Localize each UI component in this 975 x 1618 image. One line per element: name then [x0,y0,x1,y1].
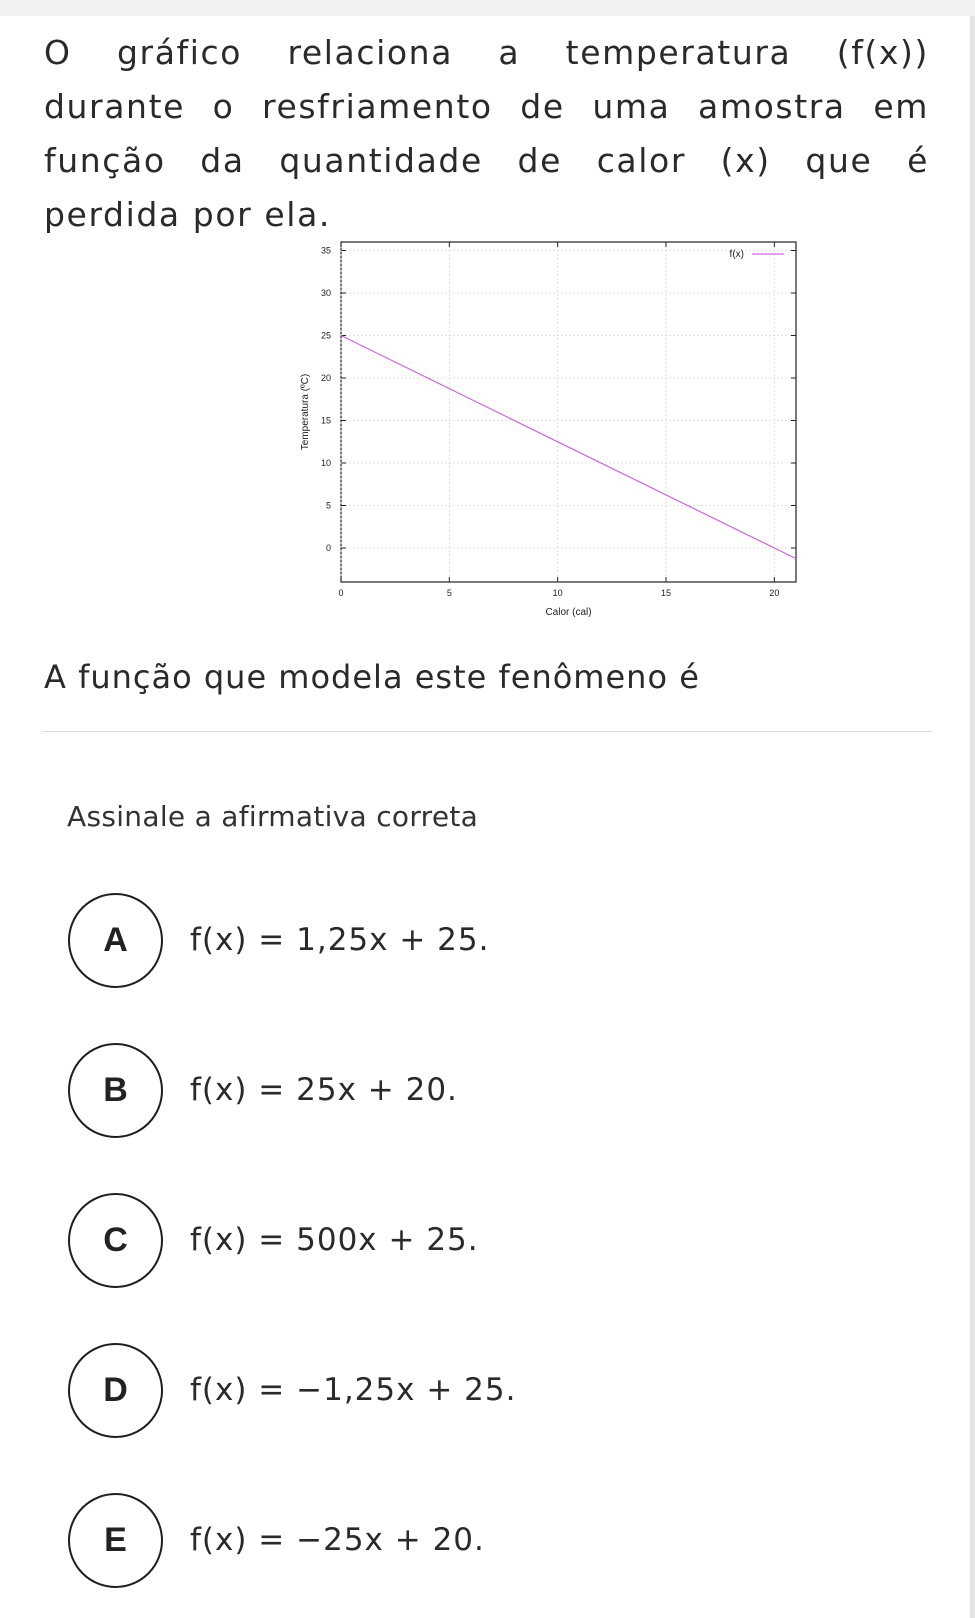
option-b[interactable] [68,1040,928,1140]
x-tick-label: 0 [338,588,344,598]
y-axis-label: Temperatura (ºC) [300,373,311,451]
y-tick-label: 5 [325,500,331,511]
statement-line-2: durante o resfriamento de uma amostra em [44,87,929,126]
statement-line-3: função da quantidade de calor (x) que é [44,141,929,180]
option-c[interactable] [68,1190,928,1290]
y-tick-label: 15 [320,415,331,426]
option-letter-e: E [68,1493,163,1588]
option-letter-c: C [68,1193,163,1288]
option-text-a: f(x) = 1,25x + 25. [190,922,490,958]
question-lead: A função que modela este fenômeno é [44,658,700,696]
option-text-d: f(x) = −1,25x + 25. [190,1372,517,1408]
x-tick-label: 10 [552,588,563,598]
x-tick-label: 5 [446,588,452,598]
y-tick-label: 20 [320,373,331,383]
chart-svg [296,236,832,646]
option-text-e: f(x) = −25x + 20. [190,1522,485,1558]
y-tick-label: 35 [320,245,331,256]
legend-label: f(x) [729,249,744,260]
statement-line-1: O gráfico relaciona a temperatura (f(x)) [44,33,929,72]
option-text-b: f(x) = 25x + 20. [190,1072,458,1108]
statement-line-4: perdida por ela. [44,195,331,234]
question-statement [44,26,929,242]
x-tick-label: 15 [660,588,672,598]
option-d[interactable] [68,1340,928,1440]
x-axis-label: Calor (cal) [545,607,592,618]
y-tick-label: 25 [320,330,331,341]
answer-prompt: Assinale a afirmativa correta [67,800,479,833]
y-tick-label: 0 [325,543,331,553]
y-tick-label: 30 [320,288,331,298]
option-text-c: f(x) = 500x + 25. [190,1222,479,1258]
option-letter-b: B [68,1043,163,1138]
option-a[interactable] [68,890,928,990]
y-tick-label: 10 [320,458,331,468]
x-tick-label: 20 [769,588,780,598]
option-e[interactable] [68,1490,928,1590]
divider [42,731,932,732]
scroll-edge [970,16,975,1618]
option-letter-d: D [68,1343,163,1438]
temperature-chart [296,236,832,646]
option-letter-a: A [68,893,163,988]
